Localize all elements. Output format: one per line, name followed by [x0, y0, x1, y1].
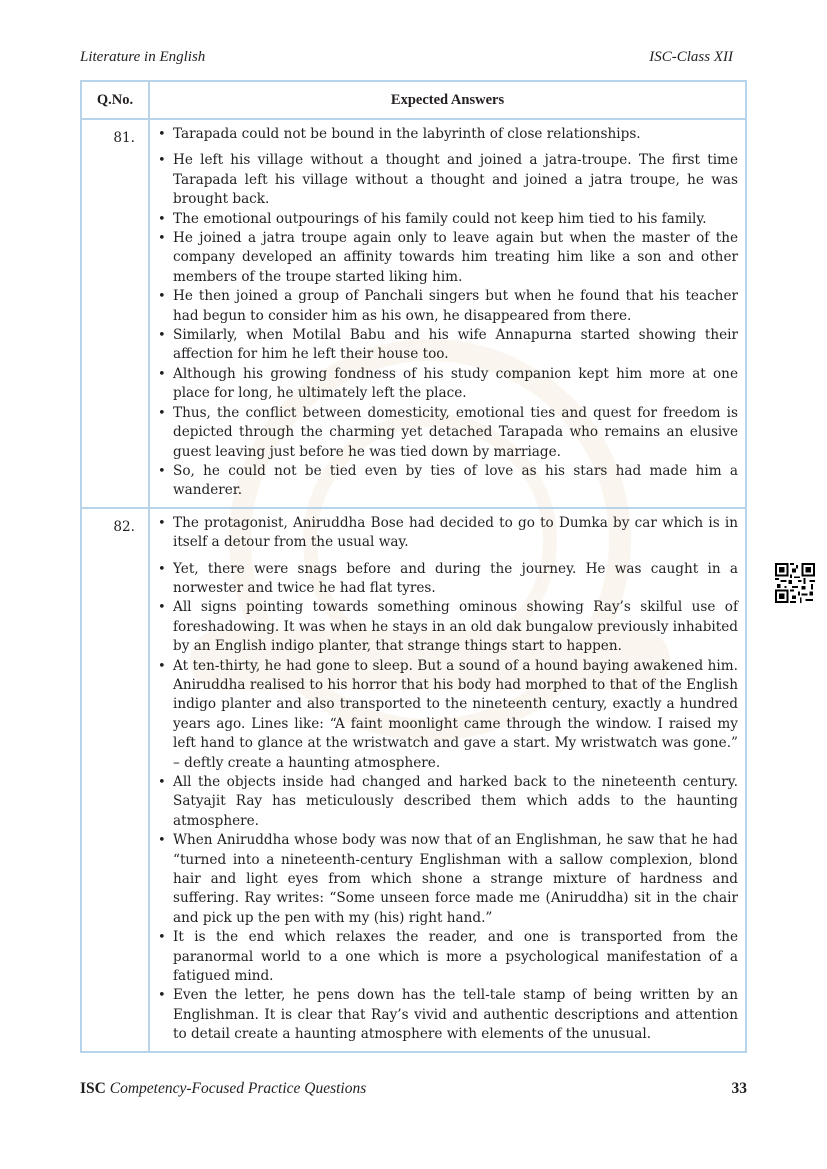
answer-cell: [149, 119, 746, 508]
answer-point: • Although his growing fondness of his study companion kept him more at one place for long, he ultimately left the place.: [158, 365, 738, 404]
answer-point: • The protagonist, Aniruddha Bose had decided to go to Dumka by car which is in itself a detour from the usual way.: [158, 514, 738, 553]
running-header-subject: Literature in English: [80, 49, 206, 65]
question-number: 81.: [81, 119, 149, 508]
answer-point: • Thus, the conflict between domesticity, emotional ties and quest for freedom is depicted through the charming yet detached Tarapada who remains an elusive guest leaving just before he was tied down by marriage.: [158, 404, 738, 462]
table-row: [81, 508, 746, 1052]
column-header-answers: Expected Answers: [149, 81, 746, 119]
footer-title: Competency-Focused Practice Questions: [109, 1080, 367, 1097]
qr-code-icon[interactable]: [775, 563, 815, 603]
answer-point: • Even the letter, he pens down has the tell-tale stamp of being written by an Englishman. It is clear that Ray’s vivid and authentic descriptions and attention to detail create a haunting atmosphere with elements of the unusual.: [158, 986, 738, 1044]
answer-point: • All signs pointing towards something ominous showing Ray’s skilful use of foreshadowing. It was when he stays in an old dak bungalow previously inhabited by an English indigo planter, that strange things start to happen.: [158, 598, 738, 656]
answer-point: • The emotional outpourings of his family could not keep him tied to his family.: [158, 210, 738, 229]
answer-point: • Yet, there were snags before and during the journey. He was caught in a norwester and twice he had flat tyres.: [158, 560, 738, 599]
page-footer: [80, 1080, 747, 1098]
answer-point: • He then joined a group of Panchali singers but when he found that his teacher had begun to consider him as his own, he disappeared from there.: [158, 287, 738, 326]
footer-isc: ISC: [80, 1080, 106, 1097]
answers-table: [80, 80, 747, 1053]
answer-point: • Tarapada could not be bound in the labyrinth of close relationships.: [158, 125, 738, 144]
page-number: 33: [731, 1080, 747, 1097]
answer-point: • He left his village without a thought and joined a jatra-troupe. The first time Tarapada left his village without a thought and joined a jatra troupe, he was brought back.: [158, 151, 738, 209]
answer-point: • So, he could not be tied even by ties of love as his stars had made him a wanderer.: [158, 462, 738, 501]
answer-point: • At ten-thirty, he had gone to sleep. But a sound of a hound baying awakened him. Aniruddha realised to his horror that his body had morphed to that of the English indigo planter and also transported to the nineteenth century, exactly a hundred years ago. Lines like: “A faint moonlight came through the window. I raised my left hand to glance at the wristwatch and gave a start. My wristwatch was gone.” – deftly create a haunting atmosphere.: [158, 657, 738, 773]
answer-point: • He joined a jatra troupe again only to leave again but when the master of the company developed an affinity towards him treating him like a son and other members of the troupe started liking him.: [158, 229, 738, 287]
column-header-qno: Q.No.: [81, 81, 149, 119]
answer-point: • Similarly, when Motilal Babu and his wife Annapurna started showing their affection for him he left their house too.: [158, 326, 738, 365]
table-row: [81, 119, 746, 508]
answer-cell: [149, 508, 746, 1052]
running-header-class: ISC-Class XII: [649, 49, 733, 65]
answer-point: • All the objects inside had changed and harked back to the nineteenth century. Satyajit Ray has meticulously described them which adds to the haunting atmosphere.: [158, 773, 738, 831]
question-number: 82.: [81, 508, 149, 1052]
answer-point: • When Aniruddha whose body was now that of an Englishman, he saw that he had “turned into a nineteenth-century Englishman with a sallow complexion, blond hair and light eyes from which shone a strange mixture of hardness and suffering. Ray writes: “Some unseen force made me (Aniruddha) sit in the chair and pick up the pen with my (his) right hand.”: [158, 831, 738, 928]
answer-point: • It is the end which relaxes the reader, and one is transported from the paranormal world to a one which is more a psychological manifestation of a fatigued mind.: [158, 928, 738, 986]
